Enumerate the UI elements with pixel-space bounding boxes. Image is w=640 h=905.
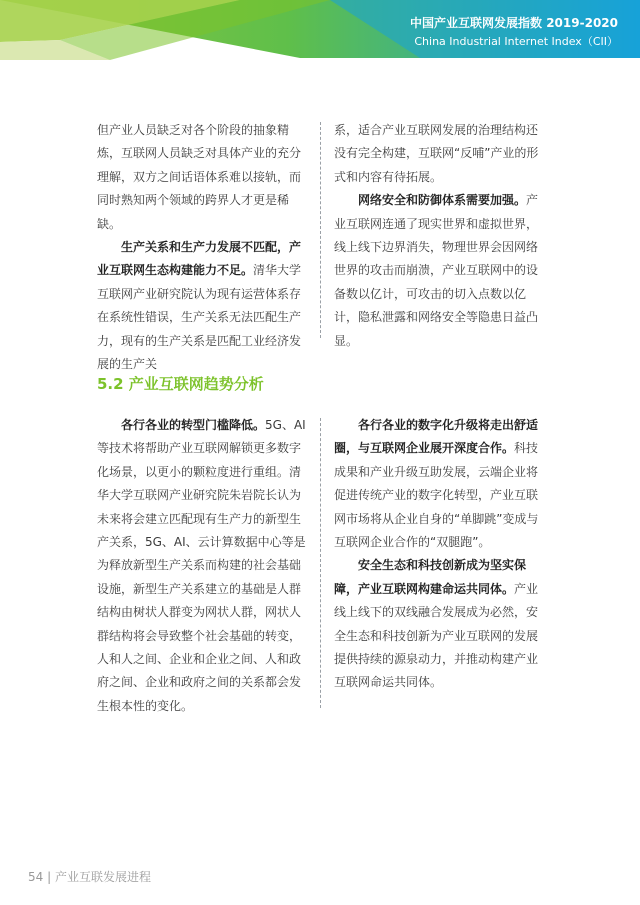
bold-lead: 安全生态和科技创新成为坚实保障，产业互联网构建命运共同体。 [334,558,527,596]
paragraph [334,414,544,554]
paragraph: 但产业人员缺乏对各个阶段的抽象精炼，互联网人员缺乏对具体产业的充分理解，双方之间话语体系难以接轨，而同时熟知两个领域的跨界人才更是稀缺。 [97,123,302,231]
paragraph-text: 产业线上线下的双线融合发展成为必然，安全生态和科技创新为产业互联网的发展提供持续的源泉动力，并推动构建产业互联网命运共同体。 [334,581,539,690]
bold-lead: 网络安全和防御体系需要加强。 [358,193,527,208]
bold-lead: 各行各业的数字化升级将走出舒适圈，与互联网企业展开深度合作。 [334,418,539,456]
paragraph [97,236,307,376]
top-right-column [334,119,544,353]
header-subtitle: China Industrial Internet Index（CII） [414,35,618,48]
column-divider [320,418,321,708]
paragraph [334,189,544,353]
bold-lead: 各行各业的转型门槛降低。 [121,418,266,432]
paragraph-text: 清华大学互联网产业研究院认为现有运营体系存在系统性错误，生产关系无法匹配生产力，现有的生产关系是匹配工业经济发展的生产关 [97,263,302,372]
bottom-right-column [334,414,544,695]
paragraph-text: 产业互联网连通了现实世界和虚拟世界，线上线下边界消失，物理世界会因网络世界的攻击而崩溃，产业互联网中的设备数以亿计，可攻击的切入点数以亿计，隐私泄露和网络安全等隐患日益凸显。 [334,193,539,348]
paragraph [97,414,307,718]
page-footer: 54 | 产业互联发展进程 [28,870,151,884]
column-divider [320,122,321,338]
paragraph-text: 5G、AI 等技术将帮助产业互联网解锁更多数字化场景，以更小的颗粒度进行重组。清华大学互联网产业研究院朱岩院长认为未来将会建立匹配现有生产力的新型生产关系，5G、AI、云计算数据中心等是为释放新型生产关系而构建的社会基础设施，新型生产关系建立的基础是人群结构由树状人群变为网状人群，网状人群结构将会导致整个社会基础的转变，人和人之间、企业和企业之间、人和政府之间、企业和政府之间的关系都会发生根本性的变化。 [97,418,306,713]
paragraph: 系，适合产业互联网发展的治理结构还没有完全构建，互联网“反哺”产业的形式和内容有待拓展。 [334,123,539,184]
header-title: 中国产业互联网发展指数 2019-2020 [410,16,618,30]
section-title: 5.2 产业互联网趋势分析 [97,375,264,393]
paragraph [334,554,544,694]
bold-lead: 生产关系和生产力发展不匹配，产业互联网生态构建能力不足。 [97,240,302,278]
paragraph-text: 科技成果和产业升级互助发展，云端企业将促进传统产业的数字化转型，产业互联网市场将从企业自身的“单脚跳”变成与互联网企业合作的“双腿跑”。 [334,441,539,550]
top-left-column [97,119,307,376]
bottom-left-column [97,414,307,718]
header-banner [0,0,640,60]
